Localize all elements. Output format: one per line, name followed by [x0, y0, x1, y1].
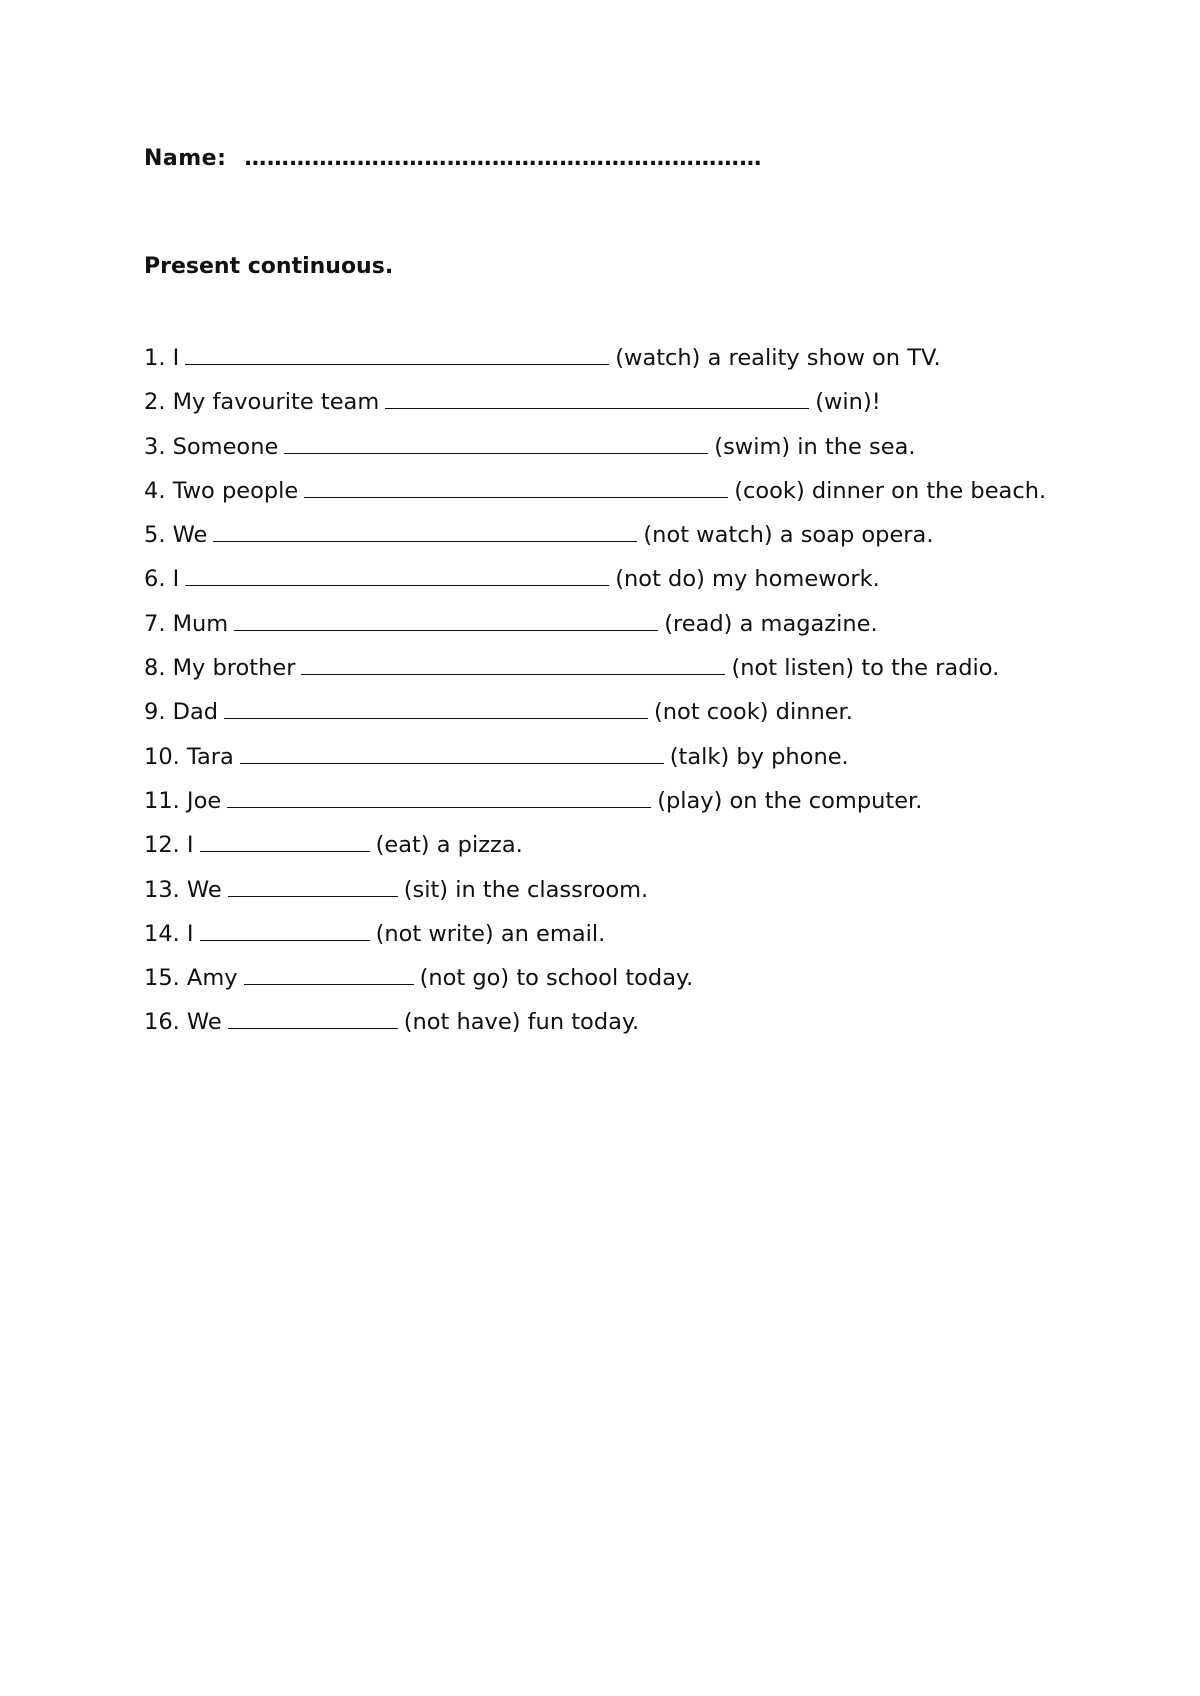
- answer-blank[interactable]: [304, 475, 728, 498]
- exercise-verb-hint: (sit) in the classroom.: [403, 876, 649, 903]
- answer-blank[interactable]: [244, 962, 414, 985]
- exercise-verb-hint: (not watch) a soap opera.: [643, 522, 934, 549]
- answer-blank[interactable]: [213, 519, 637, 542]
- exercise-verb-hint: (play) on the computer.: [657, 787, 923, 814]
- exercise-item: [144, 829, 1046, 873]
- exercise-verb-hint: (watch) a reality show on TV.: [615, 345, 941, 371]
- exercise-prompt: 13. We: [144, 876, 222, 903]
- exercise-prompt: 15. Amy: [144, 965, 238, 992]
- exercise-prompt: 9. Dad: [144, 699, 219, 726]
- exercise-verb-hint: (not have) fun today.: [403, 1009, 640, 1036]
- answer-blank[interactable]: [301, 652, 725, 675]
- answer-blank[interactable]: [227, 785, 651, 808]
- answer-blank[interactable]: [284, 431, 708, 454]
- answer-blank[interactable]: [200, 829, 370, 852]
- answer-blank[interactable]: [228, 874, 398, 897]
- exercise-verb-hint: (talk) by phone.: [669, 743, 849, 770]
- exercise-item: [144, 386, 1046, 430]
- name-field[interactable]: ……………………………………………………………: [244, 146, 762, 171]
- exercise-item: [144, 342, 1046, 386]
- exercise-prompt: 7. Mum: [144, 610, 229, 637]
- exercise-item: [144, 431, 1046, 475]
- exercise-prompt: 1. I: [144, 345, 180, 371]
- exercise-prompt: 10. Tara: [144, 743, 234, 770]
- exercise-item: [144, 519, 1046, 563]
- answer-blank[interactable]: [200, 918, 370, 941]
- answer-blank[interactable]: [385, 386, 809, 409]
- exercise-verb-hint: (not cook) dinner.: [654, 699, 853, 726]
- name-label: Name:: [144, 146, 227, 171]
- exercise-prompt: 8. My brother: [144, 655, 296, 682]
- exercise-verb-hint: (read) a magazine.: [664, 610, 878, 637]
- answer-blank[interactable]: [185, 563, 609, 586]
- exercise-verb-hint: (win)!: [815, 389, 881, 416]
- answer-blank[interactable]: [234, 608, 658, 631]
- exercise-verb-hint: (not listen) to the radio.: [731, 655, 1000, 682]
- exercise-verb-hint: (cook) dinner on the beach.: [734, 477, 1047, 504]
- exercise-item: [144, 962, 1046, 1006]
- worksheet-title: Present continuous.: [144, 254, 394, 279]
- exercise-item: [144, 475, 1046, 519]
- exercise-item: [144, 652, 1046, 696]
- exercise-verb-hint: (swim) in the sea.: [714, 433, 916, 460]
- exercise-list: [144, 342, 1046, 1051]
- exercise-prompt: 5. We: [144, 522, 208, 549]
- answer-blank[interactable]: [228, 1006, 398, 1029]
- exercise-verb-hint: (not do) my homework.: [615, 566, 880, 593]
- name-line: [144, 146, 762, 171]
- exercise-item: [144, 608, 1046, 652]
- exercise-prompt: 2. My favourite team: [144, 389, 380, 416]
- exercise-item: [144, 874, 1046, 918]
- exercise-verb-hint: (not go) to school today.: [419, 965, 694, 992]
- exercise-verb-hint: (not write) an email.: [375, 920, 606, 947]
- exercise-item: [144, 1006, 1046, 1050]
- exercise-prompt: 14. I: [144, 920, 194, 947]
- exercise-verb-hint: (eat) a pizza.: [375, 832, 523, 859]
- exercise-item: [144, 918, 1046, 962]
- exercise-prompt: 4. Two people: [144, 477, 299, 504]
- exercise-item: [144, 696, 1046, 740]
- exercise-prompt: 3. Someone: [144, 433, 279, 460]
- answer-blank[interactable]: [224, 696, 648, 719]
- exercise-item: [144, 563, 1046, 607]
- exercise-prompt: 16. We: [144, 1009, 222, 1036]
- answer-blank[interactable]: [185, 342, 609, 365]
- exercise-item: [144, 741, 1046, 785]
- exercise-item: [144, 785, 1046, 829]
- exercise-prompt: 12. I: [144, 832, 194, 859]
- answer-blank[interactable]: [240, 741, 664, 764]
- exercise-prompt: 6. I: [144, 566, 180, 593]
- exercise-prompt: 11. Joe: [144, 787, 222, 814]
